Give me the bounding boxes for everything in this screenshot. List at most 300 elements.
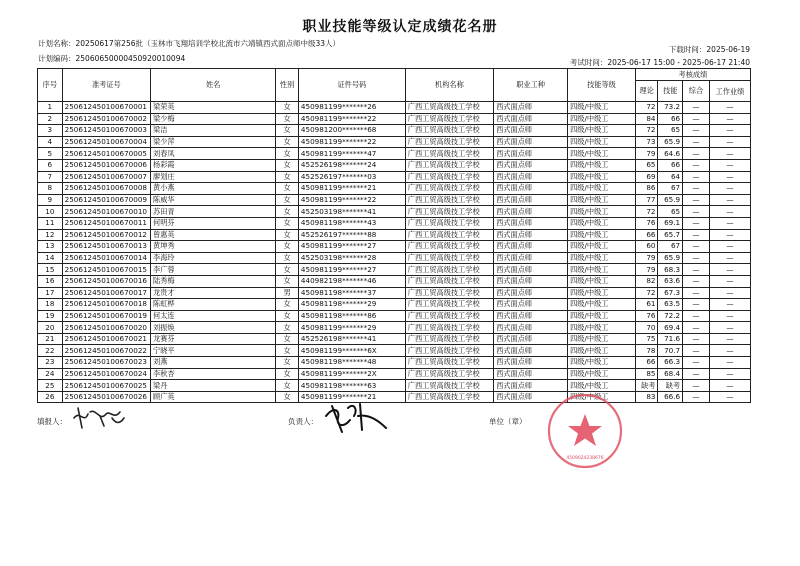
cell-theory: 70 <box>635 322 658 334</box>
cell-level: 四级/中级工 <box>568 391 636 403</box>
cell-level: 四级/中级工 <box>568 241 636 253</box>
cell-id: 450981199*******21 <box>298 183 405 195</box>
cell-org: 广西工贸高级技工学校 <box>405 148 493 160</box>
cell-name: 曾惠英 <box>151 229 276 241</box>
cell-seq: 5 <box>38 148 63 160</box>
cell-skill: 缺考 <box>658 380 683 392</box>
cell-seq: 17 <box>38 287 63 299</box>
cell-ticket: 250612450100670001 <box>62 102 150 114</box>
table-row <box>38 275 751 287</box>
cell-job: 西式面点师 <box>494 391 568 403</box>
cell-overall: — <box>683 206 710 218</box>
cell-work: — <box>709 217 750 229</box>
cell-ticket: 250612450100670024 <box>62 368 150 380</box>
cell-gender: 女 <box>276 229 299 241</box>
cell-gender: 女 <box>276 310 299 322</box>
cell-job: 西式面点师 <box>494 333 568 345</box>
cell-gender: 女 <box>276 380 299 392</box>
cell-id: 450981198*******86 <box>298 310 405 322</box>
cell-name: 顾广英 <box>151 391 276 403</box>
cell-level: 四级/中级工 <box>568 206 636 218</box>
cell-seq: 15 <box>38 264 63 276</box>
cell-job: 西式面点师 <box>494 206 568 218</box>
table-row <box>38 299 751 311</box>
cell-id: 450981198*******63 <box>298 380 405 392</box>
cell-theory: 83 <box>635 391 658 403</box>
cell-name: 陈虹桦 <box>151 299 276 311</box>
cell-level: 四级/中级工 <box>568 136 636 148</box>
filler-signature <box>70 404 128 430</box>
cell-org: 广西工贸高级技工学校 <box>405 391 493 403</box>
cell-gender: 女 <box>276 171 299 183</box>
cell-overall: — <box>683 252 710 264</box>
table-row <box>38 125 751 137</box>
cell-org: 广西工贸高级技工学校 <box>405 252 493 264</box>
cell-seq: 25 <box>38 380 63 392</box>
cell-id: 452526197*******03 <box>298 171 405 183</box>
cell-name: 何明芬 <box>151 217 276 229</box>
cell-ticket: 250612450100670002 <box>62 113 150 125</box>
cell-gender: 女 <box>276 125 299 137</box>
cell-seq: 18 <box>38 299 63 311</box>
table-row <box>38 194 751 206</box>
cell-theory: 79 <box>635 148 658 160</box>
cell-seq: 26 <box>38 391 63 403</box>
col-id: 证件号码 <box>298 69 405 102</box>
cell-level: 四级/中级工 <box>568 194 636 206</box>
cell-name: 李海玲 <box>151 252 276 264</box>
cell-org: 广西工贸高级技工学校 <box>405 287 493 299</box>
cell-id: 450981199*******22 <box>298 194 405 206</box>
cell-theory: 76 <box>635 217 658 229</box>
cell-id: 450981200*******68 <box>298 125 405 137</box>
cell-overall: — <box>683 159 710 171</box>
cell-theory: 85 <box>635 368 658 380</box>
svg-text:4509024238676: 4509024238676 <box>566 456 604 461</box>
cell-skill: 65.9 <box>658 194 683 206</box>
cell-theory: 72 <box>635 206 658 218</box>
cell-job: 西式面点师 <box>494 136 568 148</box>
cell-id: 452503198*******41 <box>298 206 405 218</box>
table-body <box>38 102 751 403</box>
cell-id: 450981199*******2X <box>298 368 405 380</box>
cell-work: — <box>709 229 750 241</box>
cell-org: 广西工贸高级技工学校 <box>405 229 493 241</box>
cell-job: 西式面点师 <box>494 310 568 322</box>
cell-name: 龙贵才 <box>151 287 276 299</box>
cell-org: 广西工贸高级技工学校 <box>405 125 493 137</box>
cell-work: — <box>709 136 750 148</box>
cell-ticket: 250612450100670007 <box>62 171 150 183</box>
cell-level: 四级/中级工 <box>568 102 636 114</box>
cell-id: 450981199*******27 <box>298 264 405 276</box>
cell-gender: 女 <box>276 345 299 357</box>
cell-org: 广西工贸高级技工学校 <box>405 206 493 218</box>
cell-seq: 23 <box>38 357 63 369</box>
col-level: 技能等级 <box>568 69 636 102</box>
cell-gender: 女 <box>276 183 299 195</box>
cell-gender: 女 <box>276 148 299 160</box>
col-seq: 序号 <box>38 69 63 102</box>
cell-name: 梁少梅 <box>151 113 276 125</box>
cell-theory: 82 <box>635 275 658 287</box>
cell-ticket: 250612450100670010 <box>62 206 150 218</box>
col-work: 工作业绩 <box>709 81 750 102</box>
cell-seq: 3 <box>38 125 63 137</box>
official-seal <box>546 392 624 470</box>
table-row <box>38 310 751 322</box>
cell-ticket: 250612450100670017 <box>62 287 150 299</box>
cell-id: 450981198*******37 <box>298 287 405 299</box>
cell-name: 杨彩霞 <box>151 159 276 171</box>
cell-overall: — <box>683 125 710 137</box>
table-row <box>38 148 751 160</box>
cell-org: 广西工贸高级技工学校 <box>405 275 493 287</box>
cell-org: 广西工贸高级技工学校 <box>405 217 493 229</box>
cell-theory: 72 <box>635 287 658 299</box>
cell-gender: 女 <box>276 275 299 287</box>
cell-work: — <box>709 194 750 206</box>
cell-org: 广西工贸高级技工学校 <box>405 183 493 195</box>
cell-job: 西式面点师 <box>494 183 568 195</box>
cell-overall: — <box>683 183 710 195</box>
cell-skill: 66 <box>658 113 683 125</box>
cell-overall: — <box>683 148 710 160</box>
cell-theory: 60 <box>635 241 658 253</box>
col-org: 机构名称 <box>405 69 493 102</box>
cell-name: 宁晓平 <box>151 345 276 357</box>
cell-org: 广西工贸高级技工学校 <box>405 102 493 114</box>
cell-overall: — <box>683 368 710 380</box>
cell-overall: — <box>683 136 710 148</box>
cell-job: 西式面点师 <box>494 322 568 334</box>
cell-job: 西式面点师 <box>494 275 568 287</box>
table-row <box>38 113 751 125</box>
cell-work: — <box>709 357 750 369</box>
cell-ticket: 250612450100670011 <box>62 217 150 229</box>
cell-theory: 84 <box>635 113 658 125</box>
cell-id: 450981198*******43 <box>298 217 405 229</box>
cell-job: 西式面点师 <box>494 125 568 137</box>
page-title: 职业技能等级认定成绩花名册 <box>302 19 498 35</box>
cell-org: 广西工贸高级技工学校 <box>405 299 493 311</box>
cell-ticket: 250612450100670026 <box>62 391 150 403</box>
cell-work: — <box>709 391 750 403</box>
cell-skill: 71.6 <box>658 333 683 345</box>
cell-work: — <box>709 102 750 114</box>
cell-org: 广西工贸高级技工学校 <box>405 171 493 183</box>
cell-theory: 75 <box>635 333 658 345</box>
cell-name: 陆秀梅 <box>151 275 276 287</box>
cell-work: — <box>709 148 750 160</box>
cell-ticket: 250612450100670021 <box>62 333 150 345</box>
table-row <box>38 322 751 334</box>
cell-job: 西式面点师 <box>494 252 568 264</box>
cell-theory: 66 <box>635 357 658 369</box>
cell-name: 梁丹 <box>151 380 276 392</box>
cell-level: 四级/中级工 <box>568 252 636 264</box>
cell-name: 刘燕 <box>151 357 276 369</box>
cell-gender: 女 <box>276 206 299 218</box>
cell-level: 四级/中级工 <box>568 275 636 287</box>
cell-id: 450981198*******48 <box>298 357 405 369</box>
cell-ticket: 250612450100670018 <box>62 299 150 311</box>
manager-signature <box>320 398 390 434</box>
cell-org: 广西工贸高级技工学校 <box>405 159 493 171</box>
table-row <box>38 229 751 241</box>
table-row <box>38 380 751 392</box>
cell-work: — <box>709 125 750 137</box>
cell-skill: 64.6 <box>658 148 683 160</box>
cell-org: 广西工贸高级技工学校 <box>405 113 493 125</box>
cell-work: — <box>709 380 750 392</box>
cell-theory: 缺考 <box>635 380 658 392</box>
table-row <box>38 345 751 357</box>
table-row <box>38 206 751 218</box>
cell-overall: — <box>683 333 710 345</box>
exam-time: 考试时间：2025-06-17 15:00 - 2025-06-17 21:40 <box>569 58 750 67</box>
cell-gender: 女 <box>276 194 299 206</box>
cell-work: — <box>709 241 750 253</box>
table-row <box>38 183 751 195</box>
cell-theory: 72 <box>635 102 658 114</box>
cell-skill: 73.2 <box>658 102 683 114</box>
cell-skill: 67 <box>658 183 683 195</box>
cell-overall: — <box>683 299 710 311</box>
cell-skill: 66.3 <box>658 357 683 369</box>
cell-gender: 女 <box>276 102 299 114</box>
cell-job: 西式面点师 <box>494 287 568 299</box>
cell-gender: 女 <box>276 299 299 311</box>
cell-seq: 2 <box>38 113 63 125</box>
cell-id: 450981199*******29 <box>298 322 405 334</box>
col-gender: 性别 <box>276 69 299 102</box>
cell-skill: 69.1 <box>658 217 683 229</box>
cell-ticket: 250612450100670013 <box>62 241 150 253</box>
cell-skill: 65 <box>658 125 683 137</box>
unit-label: 单位（章） <box>489 417 527 426</box>
cell-gender: 女 <box>276 241 299 253</box>
cell-job: 西式面点师 <box>494 380 568 392</box>
cell-name: 梁少萍 <box>151 136 276 148</box>
cell-work: — <box>709 183 750 195</box>
cell-name: 刘振焕 <box>151 322 276 334</box>
cell-work: — <box>709 264 750 276</box>
cell-theory: 77 <box>635 194 658 206</box>
cell-skill: 70.7 <box>658 345 683 357</box>
table-row <box>38 241 751 253</box>
cell-gender: 女 <box>276 322 299 334</box>
cell-seq: 7 <box>38 171 63 183</box>
cell-theory: 66 <box>635 229 658 241</box>
cell-overall: — <box>683 357 710 369</box>
cell-id: 452503198*******28 <box>298 252 405 264</box>
cell-ticket: 250612450100670006 <box>62 159 150 171</box>
cell-org: 广西工贸高级技工学校 <box>405 241 493 253</box>
cell-work: — <box>709 333 750 345</box>
cell-ticket: 250612450100670009 <box>62 194 150 206</box>
col-overall: 综合 <box>683 81 710 102</box>
cell-name: 梁洁 <box>151 125 276 137</box>
cell-id: 452526198*******24 <box>298 159 405 171</box>
cell-overall: — <box>683 241 710 253</box>
plan-name-value: 20250617第256批（玉林市飞翔培训学校北流市六靖镇西式面点师中级33人） <box>75 39 341 48</box>
table-row <box>38 391 751 403</box>
cell-work: — <box>709 322 750 334</box>
cell-seq: 19 <box>38 310 63 322</box>
cell-overall: — <box>683 229 710 241</box>
cell-gender: 女 <box>276 217 299 229</box>
cell-theory: 79 <box>635 252 658 264</box>
cell-seq: 8 <box>38 183 63 195</box>
cell-work: — <box>709 171 750 183</box>
cell-skill: 65.9 <box>658 252 683 264</box>
cell-skill: 68.4 <box>658 368 683 380</box>
cell-ticket: 250612450100670019 <box>62 310 150 322</box>
table-row <box>38 287 751 299</box>
cell-id: 450981199*******22 <box>298 113 405 125</box>
cell-skill: 64 <box>658 171 683 183</box>
cell-gender: 女 <box>276 368 299 380</box>
cell-id: 450981199*******21 <box>298 391 405 403</box>
cell-seq: 4 <box>38 136 63 148</box>
cell-job: 西式面点师 <box>494 299 568 311</box>
cell-theory: 86 <box>635 183 658 195</box>
cell-work: — <box>709 345 750 357</box>
cell-overall: — <box>683 217 710 229</box>
cell-seq: 9 <box>38 194 63 206</box>
cell-org: 广西工贸高级技工学校 <box>405 357 493 369</box>
cell-level: 四级/中级工 <box>568 159 636 171</box>
cell-id: 450981199*******47 <box>298 148 405 160</box>
cell-org: 广西工贸高级技工学校 <box>405 264 493 276</box>
cell-name: 何太连 <box>151 310 276 322</box>
cell-level: 四级/中级工 <box>568 333 636 345</box>
cell-id: 450981199*******6X <box>298 345 405 357</box>
cell-theory: 79 <box>635 264 658 276</box>
cell-name: 陈威华 <box>151 194 276 206</box>
score-table <box>37 68 751 403</box>
download-time: 下载时间：2025-06-19 <box>668 45 750 54</box>
table-row <box>38 357 751 369</box>
cell-org: 广西工贸高级技工学校 <box>405 345 493 357</box>
cell-overall: — <box>683 310 710 322</box>
cell-level: 四级/中级工 <box>568 171 636 183</box>
table-row <box>38 333 751 345</box>
cell-work: — <box>709 275 750 287</box>
cell-ticket: 250612450100670016 <box>62 275 150 287</box>
cell-level: 四级/中级工 <box>568 125 636 137</box>
cell-seq: 22 <box>38 345 63 357</box>
cell-skill: 67 <box>658 241 683 253</box>
cell-id: 450981199*******26 <box>298 102 405 114</box>
cell-id: 440982198*******46 <box>298 275 405 287</box>
cell-overall: — <box>683 194 710 206</box>
table-row <box>38 252 751 264</box>
cell-level: 四级/中级工 <box>568 183 636 195</box>
cell-job: 西式面点师 <box>494 264 568 276</box>
plan-name-label: 计划名称： <box>38 39 76 48</box>
cell-ticket: 250612450100670014 <box>62 252 150 264</box>
cell-theory: 72 <box>635 125 658 137</box>
cell-skill: 69.4 <box>658 322 683 334</box>
cell-ticket: 250612450100670004 <box>62 136 150 148</box>
col-ticket: 准考证号 <box>62 69 150 102</box>
cell-overall: — <box>683 380 710 392</box>
cell-job: 西式面点师 <box>494 102 568 114</box>
cell-gender: 男 <box>276 287 299 299</box>
cell-overall: — <box>683 322 710 334</box>
cell-overall: — <box>683 113 710 125</box>
cell-gender: 女 <box>276 113 299 125</box>
cell-org: 广西工贸高级技工学校 <box>405 194 493 206</box>
cell-skill: 68.3 <box>658 264 683 276</box>
filler-label: 填报人： <box>37 417 67 426</box>
cell-level: 四级/中级工 <box>568 148 636 160</box>
cell-skill: 65.9 <box>658 136 683 148</box>
col-group-scores: 考核成绩 <box>635 69 750 81</box>
cell-job: 西式面点师 <box>494 171 568 183</box>
cell-seq: 11 <box>38 217 63 229</box>
cell-skill: 72.2 <box>658 310 683 322</box>
cell-work: — <box>709 368 750 380</box>
cell-ticket: 250612450100670015 <box>62 264 150 276</box>
cell-gender: 女 <box>276 264 299 276</box>
cell-skill: 65.7 <box>658 229 683 241</box>
cell-skill: 63.6 <box>658 275 683 287</box>
plan-code-label: 计划编码： <box>38 54 76 63</box>
cell-seq: 10 <box>38 206 63 218</box>
cell-gender: 女 <box>276 357 299 369</box>
cell-level: 四级/中级工 <box>568 217 636 229</box>
cell-ticket: 250612450100670020 <box>62 322 150 334</box>
cell-org: 广西工贸高级技工学校 <box>405 333 493 345</box>
table-row <box>38 102 751 114</box>
cell-job: 西式面点师 <box>494 194 568 206</box>
cell-work: — <box>709 310 750 322</box>
cell-job: 西式面点师 <box>494 357 568 369</box>
cell-seq: 13 <box>38 241 63 253</box>
cell-level: 四级/中级工 <box>568 310 636 322</box>
cell-name: 梁荣英 <box>151 102 276 114</box>
cell-skill: 65 <box>658 206 683 218</box>
cell-level: 四级/中级工 <box>568 368 636 380</box>
cell-seq: 14 <box>38 252 63 264</box>
cell-overall: — <box>683 391 710 403</box>
cell-overall: — <box>683 171 710 183</box>
table-row <box>38 171 751 183</box>
cell-level: 四级/中级工 <box>568 264 636 276</box>
cell-level: 四级/中级工 <box>568 287 636 299</box>
table-row <box>38 159 751 171</box>
cell-seq: 21 <box>38 333 63 345</box>
cell-gender: 女 <box>276 333 299 345</box>
cell-work: — <box>709 113 750 125</box>
cell-org: 广西工贸高级技工学校 <box>405 322 493 334</box>
cell-ticket: 250612450100670022 <box>62 345 150 357</box>
cell-level: 四级/中级工 <box>568 299 636 311</box>
cell-gender: 女 <box>276 159 299 171</box>
cell-overall: — <box>683 287 710 299</box>
header-row <box>38 69 751 81</box>
cell-skill: 63.5 <box>658 299 683 311</box>
cell-work: — <box>709 287 750 299</box>
cell-job: 西式面点师 <box>494 159 568 171</box>
cell-id: 452526198*******41 <box>298 333 405 345</box>
col-name: 姓名 <box>151 69 276 102</box>
table-row <box>38 136 751 148</box>
plan-name <box>38 38 340 49</box>
